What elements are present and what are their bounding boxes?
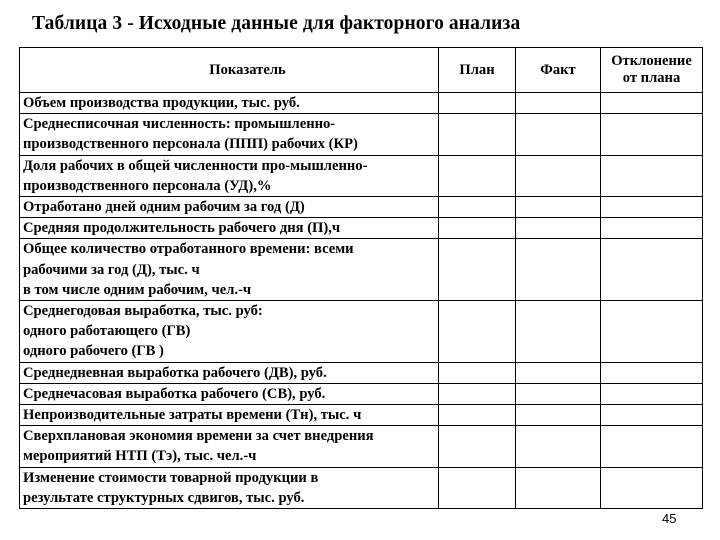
indicator-text: одного работающего (ГВ) xyxy=(23,323,191,340)
table-row xyxy=(20,426,703,467)
plan-cell xyxy=(439,467,516,508)
table-row xyxy=(20,93,703,114)
indicator-cell xyxy=(20,93,439,114)
page-number: 45 xyxy=(662,511,677,526)
indicator-cell xyxy=(20,362,439,383)
deviation-cell xyxy=(601,218,703,239)
fact-cell xyxy=(516,405,601,426)
indicator-cell xyxy=(20,467,439,508)
table-row xyxy=(20,114,703,155)
table-row xyxy=(20,362,703,383)
factor-analysis-table xyxy=(19,47,703,509)
fact-cell xyxy=(516,301,601,363)
deviation-cell xyxy=(601,362,703,383)
fact-cell xyxy=(516,218,601,239)
plan-cell xyxy=(439,383,516,404)
indicator-text: Непроизводительные затраты времени (Тн), тыс. ч xyxy=(23,407,362,424)
deviation-cell xyxy=(601,114,703,155)
indicator-cell xyxy=(20,301,439,363)
plan-cell xyxy=(439,218,516,239)
deviation-cell xyxy=(601,467,703,508)
table-row xyxy=(20,383,703,404)
deviation-cell xyxy=(601,197,703,218)
plan-cell xyxy=(439,239,516,301)
deviation-cell xyxy=(601,93,703,114)
fact-cell xyxy=(516,239,601,301)
fact-cell xyxy=(516,155,601,196)
indicator-text: Общее количество отработанного времени: всеми xyxy=(23,241,354,258)
indicator-text: Среднедневная выработка рабочего (ДВ), руб. xyxy=(23,364,327,381)
indicator-text: рабочими за год (Д), тыс. ч xyxy=(23,261,200,278)
deviation-cell xyxy=(601,155,703,196)
indicator-text: производственного персонала (УД),% xyxy=(23,177,272,194)
fact-cell xyxy=(516,467,601,508)
fact-cell xyxy=(516,197,601,218)
indicator-cell xyxy=(20,155,439,196)
table-header-row xyxy=(20,48,703,93)
plan-cell xyxy=(439,426,516,467)
indicator-cell xyxy=(20,114,439,155)
indicator-text: Среднегодовая выработка, тыс. руб: xyxy=(23,303,263,320)
indicator-text: Среднесписочная численность: промышленно- xyxy=(23,116,336,133)
deviation-cell xyxy=(601,301,703,363)
fact-cell xyxy=(516,426,601,467)
indicator-cell xyxy=(20,197,439,218)
indicator-text: Средняя продолжительность рабочего дня (П),ч xyxy=(23,220,341,237)
indicator-text: Среднечасовая выработка рабочего (СВ), руб. xyxy=(23,385,326,402)
deviation-cell xyxy=(601,239,703,301)
fact-cell xyxy=(516,93,601,114)
indicator-cell xyxy=(20,405,439,426)
indicator-text: результате структурных сдвигов, тыс. руб. xyxy=(23,489,305,506)
table-row xyxy=(20,467,703,508)
indicator-text: Объем производства продукции, тыс. руб. xyxy=(23,95,300,111)
table-row xyxy=(20,239,703,301)
indicator-text: мероприятий НТП (Тэ), тыс. чел.-ч xyxy=(23,448,257,465)
indicator-cell xyxy=(20,383,439,404)
deviation-cell xyxy=(601,405,703,426)
plan-cell xyxy=(439,197,516,218)
fact-cell xyxy=(516,114,601,155)
indicator-text: Изменение стоимости товарной продукции в xyxy=(23,469,319,486)
table-row xyxy=(20,197,703,218)
table-row xyxy=(20,218,703,239)
fact-cell xyxy=(516,383,601,404)
plan-cell xyxy=(439,405,516,426)
fact-cell xyxy=(516,362,601,383)
deviation-cell xyxy=(601,426,703,467)
indicator-text: Сверхплановая экономия времени за счет внедрения xyxy=(23,428,374,445)
indicator-cell xyxy=(20,239,439,301)
deviation-cell xyxy=(601,383,703,404)
indicator-cell xyxy=(20,218,439,239)
indicator-text: одного рабочего (ГВ ) xyxy=(23,343,164,360)
column-header-plan: План xyxy=(439,48,516,93)
plan-cell xyxy=(439,301,516,363)
column-header-indicator: Показатель xyxy=(20,48,439,93)
column-header-deviation: Отклонение от плана xyxy=(601,48,703,93)
column-header-fact: Факт xyxy=(516,48,601,93)
indicator-text: Отработано дней одним рабочим за год (Д) xyxy=(23,199,305,216)
table-title: Таблица 3 - Исходные данные для факторного анализа xyxy=(32,13,521,34)
indicator-text: производственного персонала (ППП) рабочих (КР) xyxy=(23,136,358,153)
table-row xyxy=(20,405,703,426)
plan-cell xyxy=(439,155,516,196)
table-row xyxy=(20,155,703,196)
plan-cell xyxy=(439,362,516,383)
indicator-cell xyxy=(20,426,439,467)
indicator-text: Доля рабочих в общей численности про-мышленно- xyxy=(23,157,368,174)
plan-cell xyxy=(439,114,516,155)
plan-cell xyxy=(439,93,516,114)
indicator-text: в том числе одним рабочим, чел.-ч xyxy=(23,281,252,298)
table-row xyxy=(20,301,703,363)
